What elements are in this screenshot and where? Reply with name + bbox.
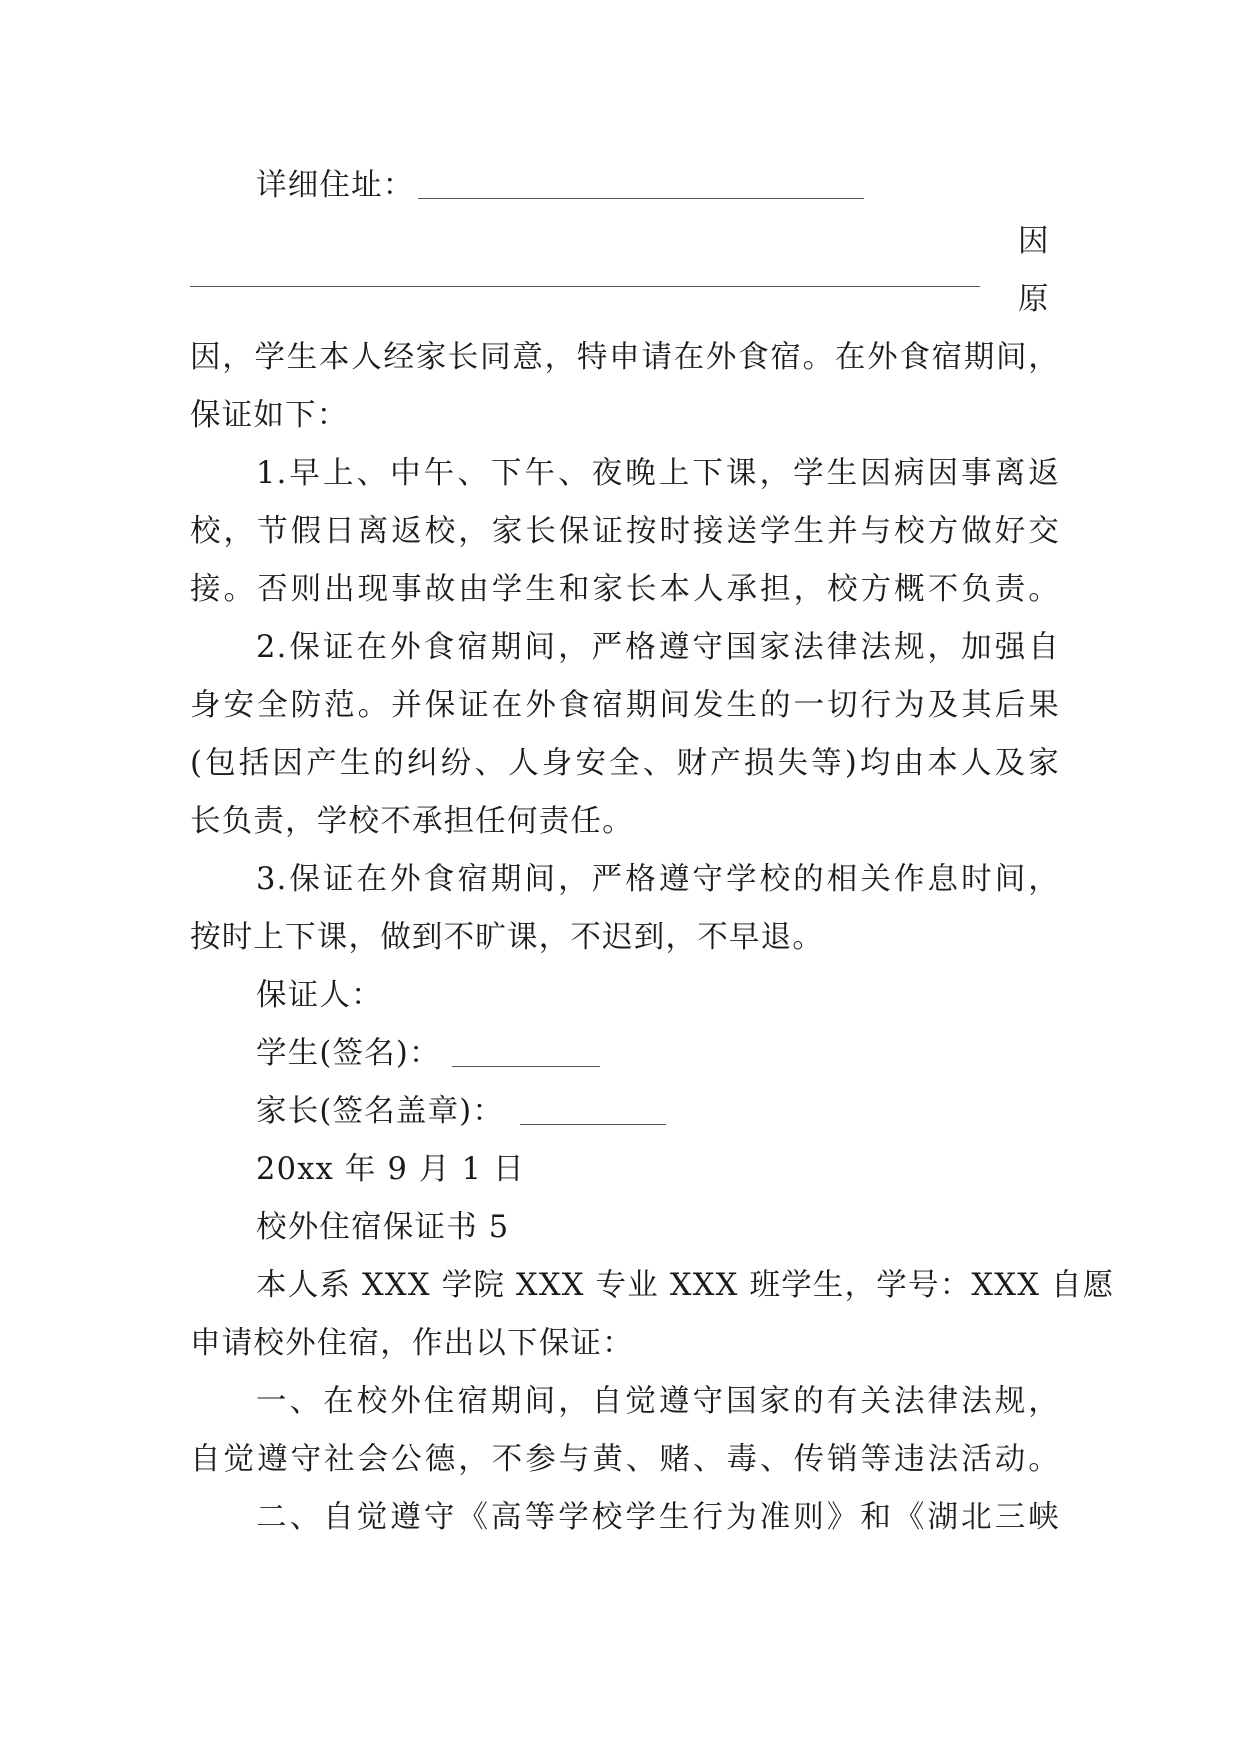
reason-blank <box>190 286 980 287</box>
guarantor-label: 保证人： <box>256 978 383 1013</box>
student-signature-label: 学生(签名)： <box>256 1036 441 1071</box>
parent-signature-blank <box>520 1124 666 1125</box>
reason-char-2: 原 <box>1018 282 1049 317</box>
address-blank <box>418 198 864 199</box>
address-label: 详细住址： <box>256 168 415 203</box>
section5-intro-line-1: 本人系 XXX 学院 XXX 专业 XXX 班学生，学号：XXX 自愿 <box>256 1268 1115 1303</box>
reason-char-1: 因 <box>1018 224 1049 259</box>
item1-line-3: 接。否则出现事故由学生和家长本人承担，校方概不负责。 <box>190 572 1060 607</box>
item3-line-1: 3.保证在外食宿期间，严格遵守学校的相关作息时间， <box>256 862 1060 897</box>
item3-line-2: 按时上下课，做到不旷课，不迟到，不早退。 <box>190 920 824 955</box>
section5-title: 校外住宿保证书 5 <box>256 1210 510 1245</box>
item2-line-2: 身安全防范。并保证在外食宿期间发生的一切行为及其后果 <box>190 688 1060 723</box>
item2-line-3: (包括因产生的纠纷、人身安全、财产损失等)均由本人及家 <box>190 746 1060 781</box>
reason-line-1: 因，学生本人经家长同意，特申请在外食宿。在外食宿期间， <box>190 340 1060 375</box>
section5-two-line-1: 二、自觉遵守《高等学校学生行为准则》和《湖北三峡 <box>256 1500 1060 1535</box>
section5-one-line-2: 自觉遵守社会公德，不参与黄、赌、毒、传销等违法活动。 <box>190 1442 1060 1477</box>
item1-line-2: 校，节假日离返校，家长保证按时接送学生并与校方做好交 <box>190 514 1060 549</box>
address-line <box>256 166 1060 206</box>
parent-signature-label: 家长(签名盖章)： <box>256 1094 505 1129</box>
item2-line-1: 2.保证在外食宿期间，严格遵守国家法律法规，加强自 <box>256 630 1060 665</box>
signature-date: 20xx 年 9 月 1 日 <box>256 1152 525 1187</box>
student-signature-blank <box>452 1066 600 1067</box>
section5-intro-line-2: 申请校外住宿，作出以下保证： <box>190 1326 634 1361</box>
parent-signature-line <box>256 1092 1060 1132</box>
item2-line-4: 长负责，学校不承担任何责任。 <box>190 804 634 839</box>
reason-line-2: 保证如下： <box>190 398 349 433</box>
student-signature-line <box>256 1034 1060 1074</box>
section5-one-line-1: 一、在校外住宿期间，自觉遵守国家的有关法律法规， <box>256 1384 1060 1419</box>
item1-line-1: 1.早上、中午、下午、夜晚上下课，学生因病因事离返 <box>256 456 1060 491</box>
